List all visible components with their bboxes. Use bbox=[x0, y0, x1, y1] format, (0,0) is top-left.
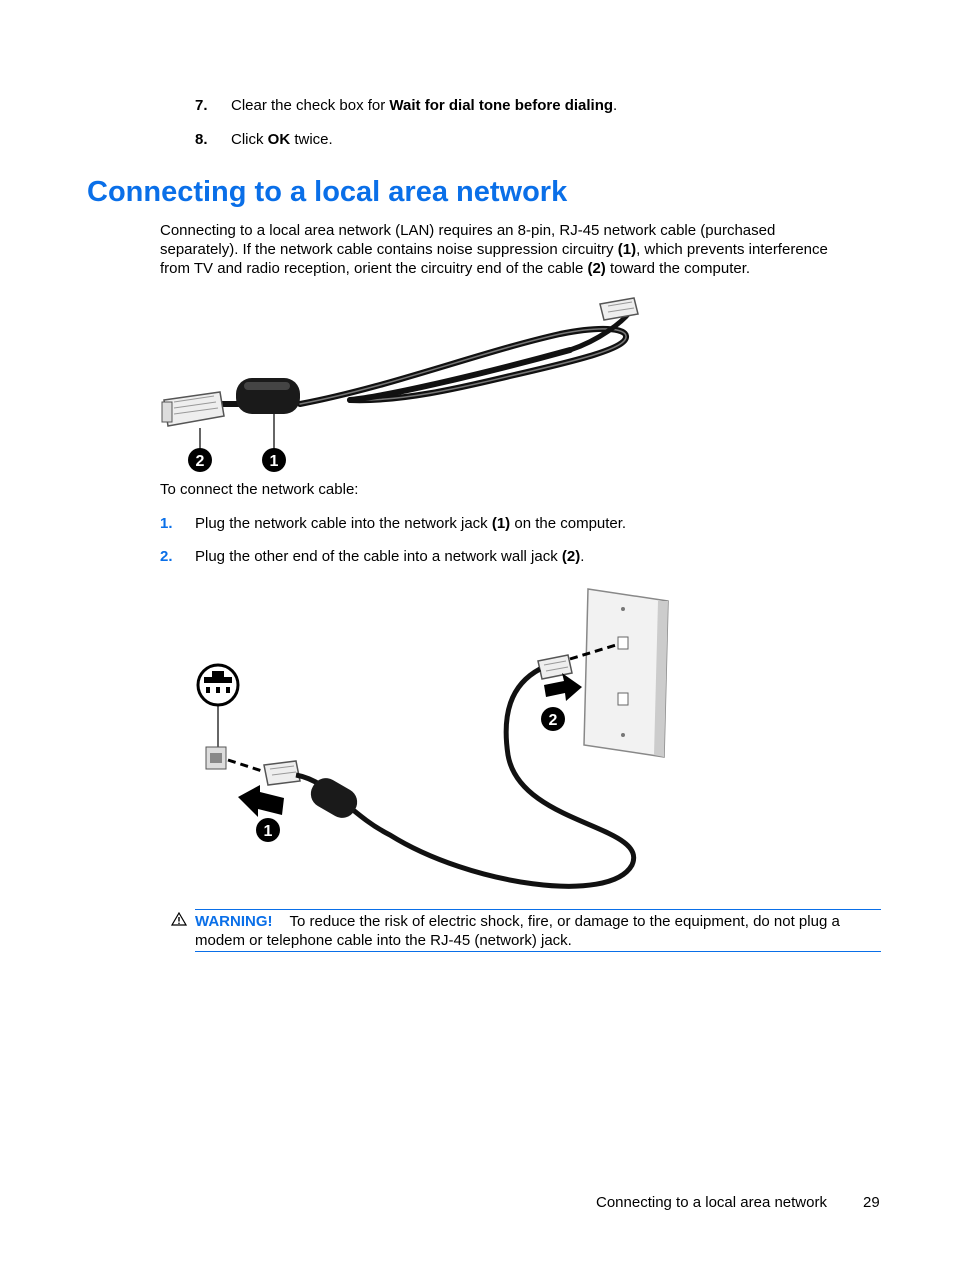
connect-step-2-number: 2. bbox=[160, 548, 173, 565]
step-number: 7. bbox=[195, 97, 208, 114]
wall-plate-icon bbox=[584, 589, 668, 757]
intro-line-1: Connecting to a local area network (LAN) requires an 8-pin, RJ-45 network cable (purchased bbox=[160, 222, 776, 239]
callout-2-label: 2 bbox=[548, 712, 558, 729]
network-cable-figure bbox=[160, 292, 650, 477]
rj45-plug-left-icon bbox=[162, 392, 224, 426]
warning-line-1: To reduce the risk of electric shock, fire, or damage to the equipment, do not plug a bbox=[289, 913, 840, 930]
computer-network-jack-icon bbox=[206, 747, 226, 769]
insert-path-1 bbox=[228, 760, 262, 771]
callout-1-label: 1 bbox=[269, 453, 279, 470]
network-port-symbol-icon bbox=[198, 665, 238, 747]
step-8-text bbox=[231, 130, 333, 149]
step-text-end: twice. bbox=[290, 131, 333, 148]
callout-1-label: 1 bbox=[263, 823, 273, 840]
warning-line-2: modem or telephone cable into the RJ-45 (network) jack. bbox=[195, 932, 572, 949]
step-8 bbox=[195, 130, 208, 149]
intro-line-2: separately). If the network cable contains noise suppression circuitry (1), which prevents interference bbox=[160, 241, 828, 258]
warning-text bbox=[195, 912, 885, 931]
warning-box bbox=[195, 909, 881, 952]
connect-step-1-text: Plug the network cable into the network jack (1) on the computer. bbox=[195, 515, 627, 532]
wall-jack-lower-icon bbox=[618, 693, 628, 705]
warning-triangle-icon bbox=[171, 912, 187, 926]
rj45-plug-right-icon bbox=[600, 298, 638, 320]
warning-label: WARNING! bbox=[195, 913, 273, 930]
network-cable-icon bbox=[296, 669, 634, 886]
connection-figure bbox=[190, 585, 680, 905]
intro-paragraph bbox=[160, 221, 890, 278]
step-bold: Wait for dial tone before dialing bbox=[389, 97, 614, 114]
step-7 bbox=[195, 96, 208, 115]
step-bold: OK bbox=[267, 131, 291, 148]
arrow-left-icon bbox=[238, 785, 284, 817]
callout-2-label: 2 bbox=[195, 453, 205, 470]
rj45-plug-computer-icon bbox=[264, 761, 300, 785]
step-number: 8. bbox=[195, 131, 208, 148]
step-text: Clear the check box for bbox=[231, 97, 390, 114]
section-heading: Connecting to a local area network bbox=[87, 176, 568, 208]
wall-jack-upper-icon bbox=[618, 637, 628, 649]
rj45-plug-wall-icon bbox=[538, 655, 572, 679]
connect-step-2-text: Plug the other end of the cable into a network wall jack (2). bbox=[195, 548, 585, 565]
step-text: Click bbox=[231, 131, 268, 148]
step-7-text bbox=[231, 96, 617, 115]
intro-line-3: from TV and radio reception, orient the circuitry end of the cable (2) toward the computer. bbox=[160, 260, 751, 277]
step-text-end: . bbox=[613, 97, 618, 114]
footer-page-number: 29 bbox=[863, 1194, 880, 1211]
ferrite-core-icon bbox=[236, 378, 300, 414]
connect-lead-text: To connect the network cable: bbox=[160, 481, 359, 498]
connect-step-1-number: 1. bbox=[160, 515, 173, 532]
footer-section-title: Connecting to a local area network bbox=[596, 1194, 827, 1211]
